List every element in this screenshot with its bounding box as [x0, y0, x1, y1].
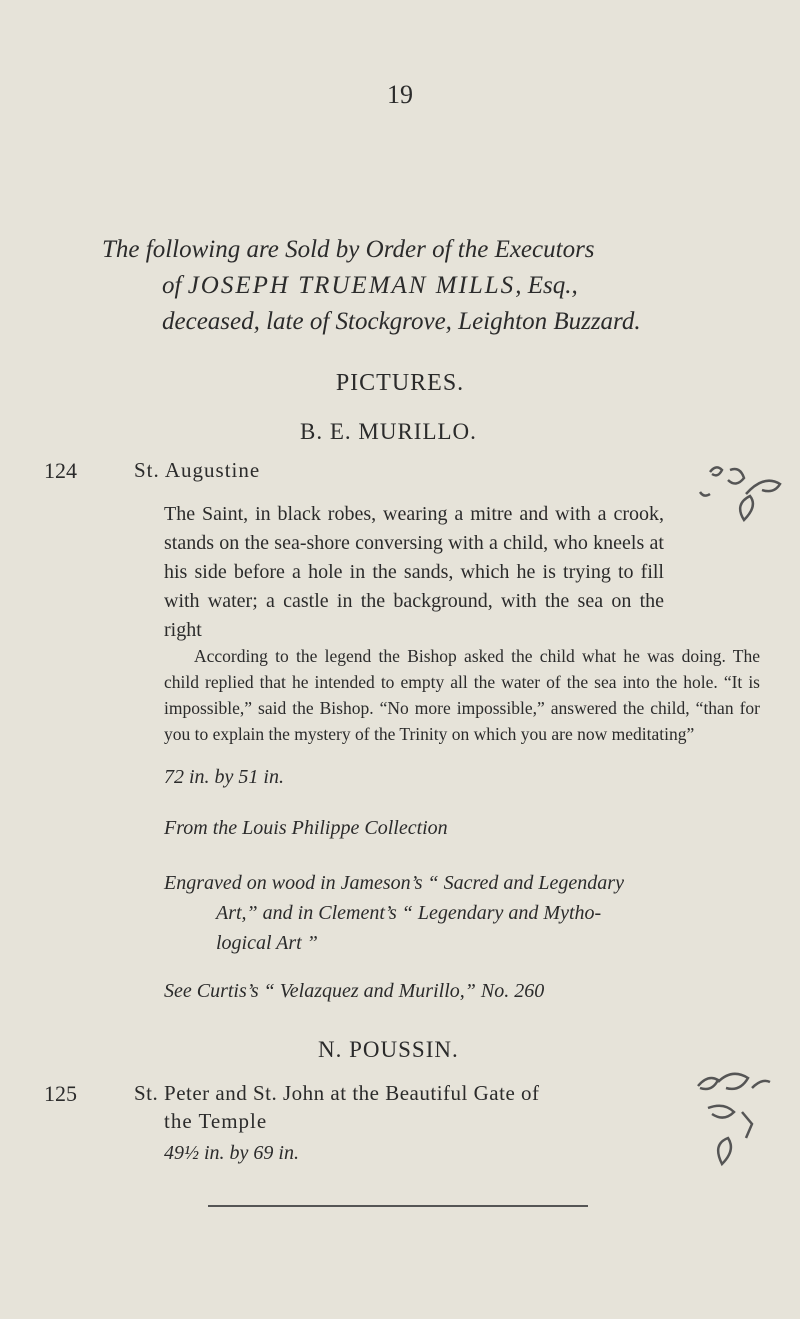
section-title: PICTURES.	[335, 370, 465, 396]
page-number: 19	[387, 80, 413, 109]
lot-provenance-124: From the Louis Philippe Collection	[164, 817, 448, 839]
annotation-stroke	[752, 1081, 770, 1088]
lot-title-124: St. Augustine	[134, 458, 261, 482]
annotation-stroke	[708, 1106, 734, 1118]
annotation-stroke	[698, 1078, 718, 1089]
intro-line-2-prefix: of	[162, 272, 188, 299]
annotation-stroke	[718, 1138, 731, 1164]
handwritten-annotation-125	[680, 1060, 790, 1180]
annotation-stroke	[710, 467, 722, 475]
lot-number-124: 124	[44, 458, 77, 483]
annotation-stroke	[728, 469, 744, 484]
engraved-line-1: Engraved on wood in Jameson’s “ Sacred and Legendary	[164, 872, 624, 894]
lot-size-125: 49½ in. by 69 in.	[164, 1142, 299, 1164]
lot-number-125: 125	[44, 1081, 77, 1106]
artist-name-poussin: N. POUSSIN.	[318, 1037, 459, 1062]
lot-title-125-line-1: St. Peter and St. John at the Beautiful Gate of	[134, 1081, 540, 1105]
divider-rule	[208, 1205, 588, 1207]
annotation-stroke	[718, 1074, 748, 1089]
intro-line-1: The following are Sold by Order of the Executors	[102, 236, 595, 263]
lot-reference-124: See Curtis’s “ Velazquez and Murillo,” No. 260	[164, 980, 545, 1002]
intro-line-2-suffix: , Esq.,	[515, 272, 578, 299]
executor-name: JOSEPH TRUEMAN MILLS	[187, 272, 516, 299]
lot-size-124: 72 in. by 51 in.	[164, 766, 284, 788]
lot-description-124: The Saint, in black robes, wearing a mitre and with a crook, stands on the sea-shore conversing with a child, who kneels at his side before a hole in the sands, which he is trying to fill with water; a castle in the background, with the sea on the right	[164, 503, 664, 641]
lot-legend-124: According to the legend the Bishop asked the child what he was doing. The child replied that he intended to empty all the water of the sea into the hole. “It is impossible,” said the Bishop. “No more impossible,” answered the child, “than for you to explain the mystery of the Trinity on which you are now meditating”	[164, 646, 760, 744]
handwritten-annotation-124	[690, 410, 800, 540]
lot-title-125-line-2: the Temple	[164, 1109, 268, 1133]
annotation-stroke	[746, 481, 780, 494]
artist-name-murillo: B. E. MURILLO.	[300, 419, 477, 444]
annotation-stroke	[742, 1112, 752, 1138]
intro-line-3: deceased, late of Stockgrove, Leighton Buzzard.	[162, 308, 641, 335]
engraved-line-3: logical Art ”	[216, 932, 318, 954]
annotation-stroke	[700, 492, 710, 496]
sale-introduction	[102, 232, 762, 340]
engraved-line-2: Art,” and in Clement’s “ Legendary and Mytho-	[216, 902, 602, 924]
intro-line-2	[162, 268, 762, 304]
lot-engraved-124	[164, 868, 724, 958]
annotation-stroke	[740, 496, 753, 520]
